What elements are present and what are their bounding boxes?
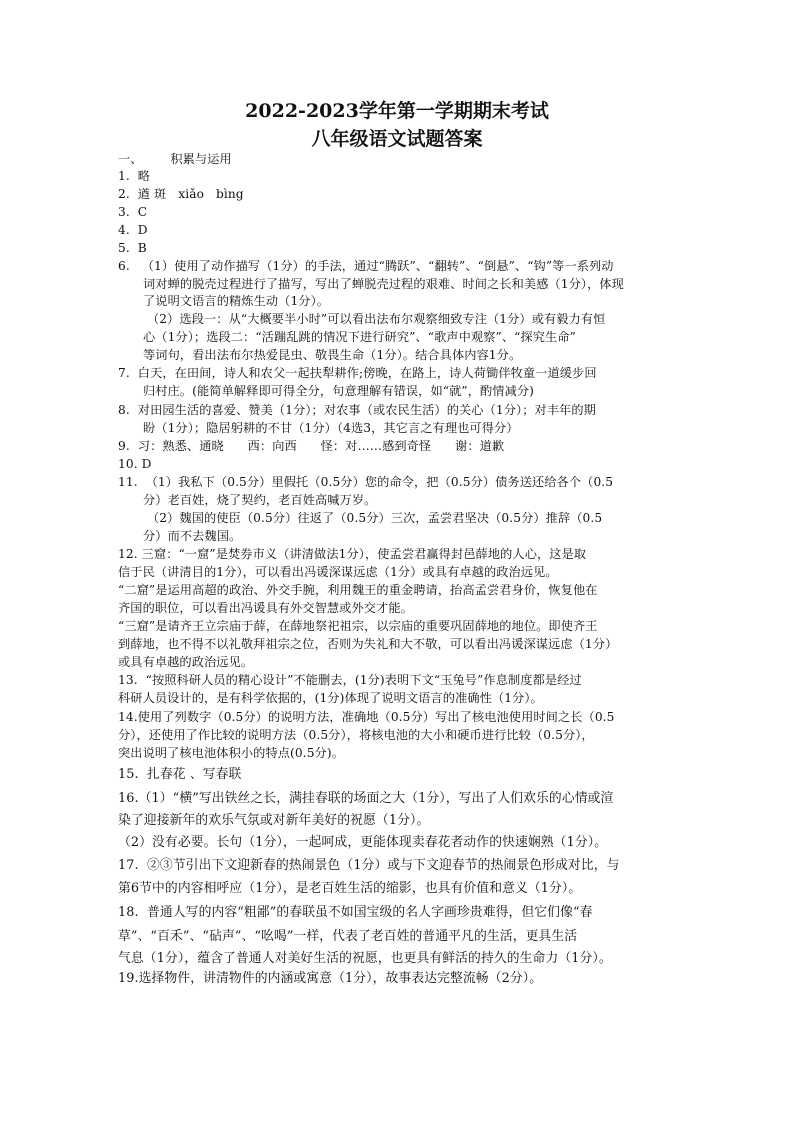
answer-line: 草”、“百禾”、“砧声”、“吆喝”一样，代表了老百姓的普通平凡的生活，更具生活 [118, 929, 578, 944]
answer-line: 8. 对田园生活的喜爱、赞美（1分）；对农事（或农民生活）的关心（1分）；对丰年的期 [118, 403, 596, 417]
answer-line: 4. D [118, 223, 148, 237]
answer-line: 分）老百姓，烧了契约，老百姓高喊万岁。 [143, 493, 377, 507]
answer-line: （2）魏国的使臣（0.5分）往返了（0.5分）三次，孟尝君坚决（0.5分）推辞（0.5 [147, 511, 603, 525]
answer-line: 气息（1分），蕴含了普通人对美好生活的祝愿，也更具有鲜活的持久的生命力（1分）。 [118, 951, 612, 966]
answer-line: 2. 遒 斑 xiǎo bìng [118, 187, 244, 201]
answer-line: 15. 扎春花 、写春联 [118, 767, 242, 782]
answer-line: 12. 三窟：“一窟”是焚券市义（讲清做法1分），使孟尝君赢得封邑薛地的人心，这是取 [118, 547, 587, 561]
answer-line: 归村庄。(能简单解释即可得全分，句意理解有错误，如“就”，酌情减分) [143, 384, 534, 398]
answer-line: 分）而不去魏国。 [143, 529, 242, 543]
answer-line: （2）选段一：从“大概要半小时”可以看出法布尔观察细致专注（1分）或有毅力有恒 [147, 312, 606, 326]
answer-line: “三窟”是请齐王立宗庙于薛，在薛地祭祀祖宗，以宗庙的重要巩固薛地的地位。即使齐王 [118, 619, 598, 633]
answer-line: 13. “按照科研人员的精心设计”不能删去，(1分)表明下文“玉兔号”作息制度都是经过 [118, 673, 582, 687]
answer-line: 11. （1）我私下（0.5分）里假托（0.5分）您的命令，把（0.5分）债务送还给各个（0.5 [118, 475, 614, 489]
answer-line: 到薛地，也不得不以礼敬拜祖宗之位，否则为失礼和大不敬，可以看出冯谖深谋远虑（1分） [118, 637, 618, 651]
section-heading: 一、 积累与运用 [118, 152, 232, 166]
answer-line: “二窟”是运用高超的政治、外交手腕，利用魏王的重金聘请，抬高孟尝君身价，恢复他在 [118, 583, 598, 597]
answer-line: 16.（1）“横”写出铁丝之长，满挂春联的场面之大（1分），写出了人们欢乐的心情或渲 [118, 791, 614, 806]
page-subtitle: 八年级语文试题答案 [311, 128, 483, 150]
answer-line: 14.使用了列数字（0.5分）的说明方法，准确地（0.5分）写出了核电池使用时间之长（0.5 [118, 710, 615, 724]
answer-line: 3. C [118, 205, 148, 219]
answer-line: 盼（1分）；隐居躬耕的不甘（1分）（4选3，其它言之有理也可得分） [143, 421, 519, 435]
answer-line: 信于民（讲清目的1分），可以看出冯谖深谋远虑（1分）或具有卓越的政治远见。 [118, 565, 558, 579]
answer-line: 5. B [118, 241, 147, 255]
answer-line: 心（1分）；选段二：“活蹦乱跳的情况下进行研究”、“歌声中观察”、“探究生命” [143, 330, 576, 344]
answer-line: 7. 白天，在田间，诗人和农父一起扶犁耕作;傍晚，在路上，诗人荷锄伴牧童一道缓步回 [118, 366, 597, 380]
answer-line: 等词句，看出法布尔热爱昆虫、敬畏生命（1分）。结合具体内容1分。 [143, 348, 522, 362]
answer-line: 9. 习：熟悉、通晓 西：向西 怪：对……感到奇怪 谢：道歉 [118, 439, 505, 453]
page-title: 2022-2023学年第一学期期末考试 [245, 100, 549, 122]
answer-line: （2）没有必要。长句（1分），一起呵成，更能体现卖春花者动作的快速娴熟（1分）。 [118, 835, 608, 850]
answer-line: 了说明文语言的精炼生动（1分）。 [143, 294, 330, 308]
answer-line: 1. 略 [118, 169, 151, 183]
answer-line: 突出说明了核电池体积小的特点(0.5分)。 [118, 746, 344, 760]
answer-line: 或具有卓越的政治远见。 [118, 655, 254, 669]
answer-line: 10. D [118, 457, 152, 471]
answer-line: 17. ②③节引出下文迎新春的热闹景色（1分）或与下文迎春节的热闹景色形成对比，与 [118, 858, 620, 873]
answer-line: 科研人员设计的，是有科学依据的，(1分)体现了说明文语言的准确性（1分）。 [118, 691, 543, 705]
answer-line: 分），还使用了作比较的说明方法（0.5分），将核电池的大小和硬币进行比较（0.5分）， [118, 728, 594, 742]
answer-line: 18. 普通人写的内容“粗鄙”的春联虽不如国宝级的名人字画珍贵难得，但它们像“春 [118, 905, 593, 920]
answer-line: 19.选择物件，讲清物件的内涵或寓意（1分），故事表达完整流畅（2分）。 [118, 971, 543, 986]
answer-line: 词对蝉的脱壳过程进行了描写，写出了蝉脱壳过程的艰难、时间之长和美感（1分），体现 [143, 277, 624, 291]
answer-line: 齐国的职位，可以看出冯谖具有外交智慧或外交才能。 [118, 601, 413, 615]
answer-line: 6. （1）使用了动作描写（1分）的手法，通过“腾跃”、“翻转”、“倒悬”、“钩”等一系列动 [118, 259, 614, 273]
answer-line: 染了迎接新年的欢乐气氛或对新年美好的祝愿（1分）。 [118, 813, 430, 828]
answer-line: 第6节中的内容相呼应（1分），是老百姓生活的缩影，也具有价值和意义（1分）。 [118, 881, 582, 896]
